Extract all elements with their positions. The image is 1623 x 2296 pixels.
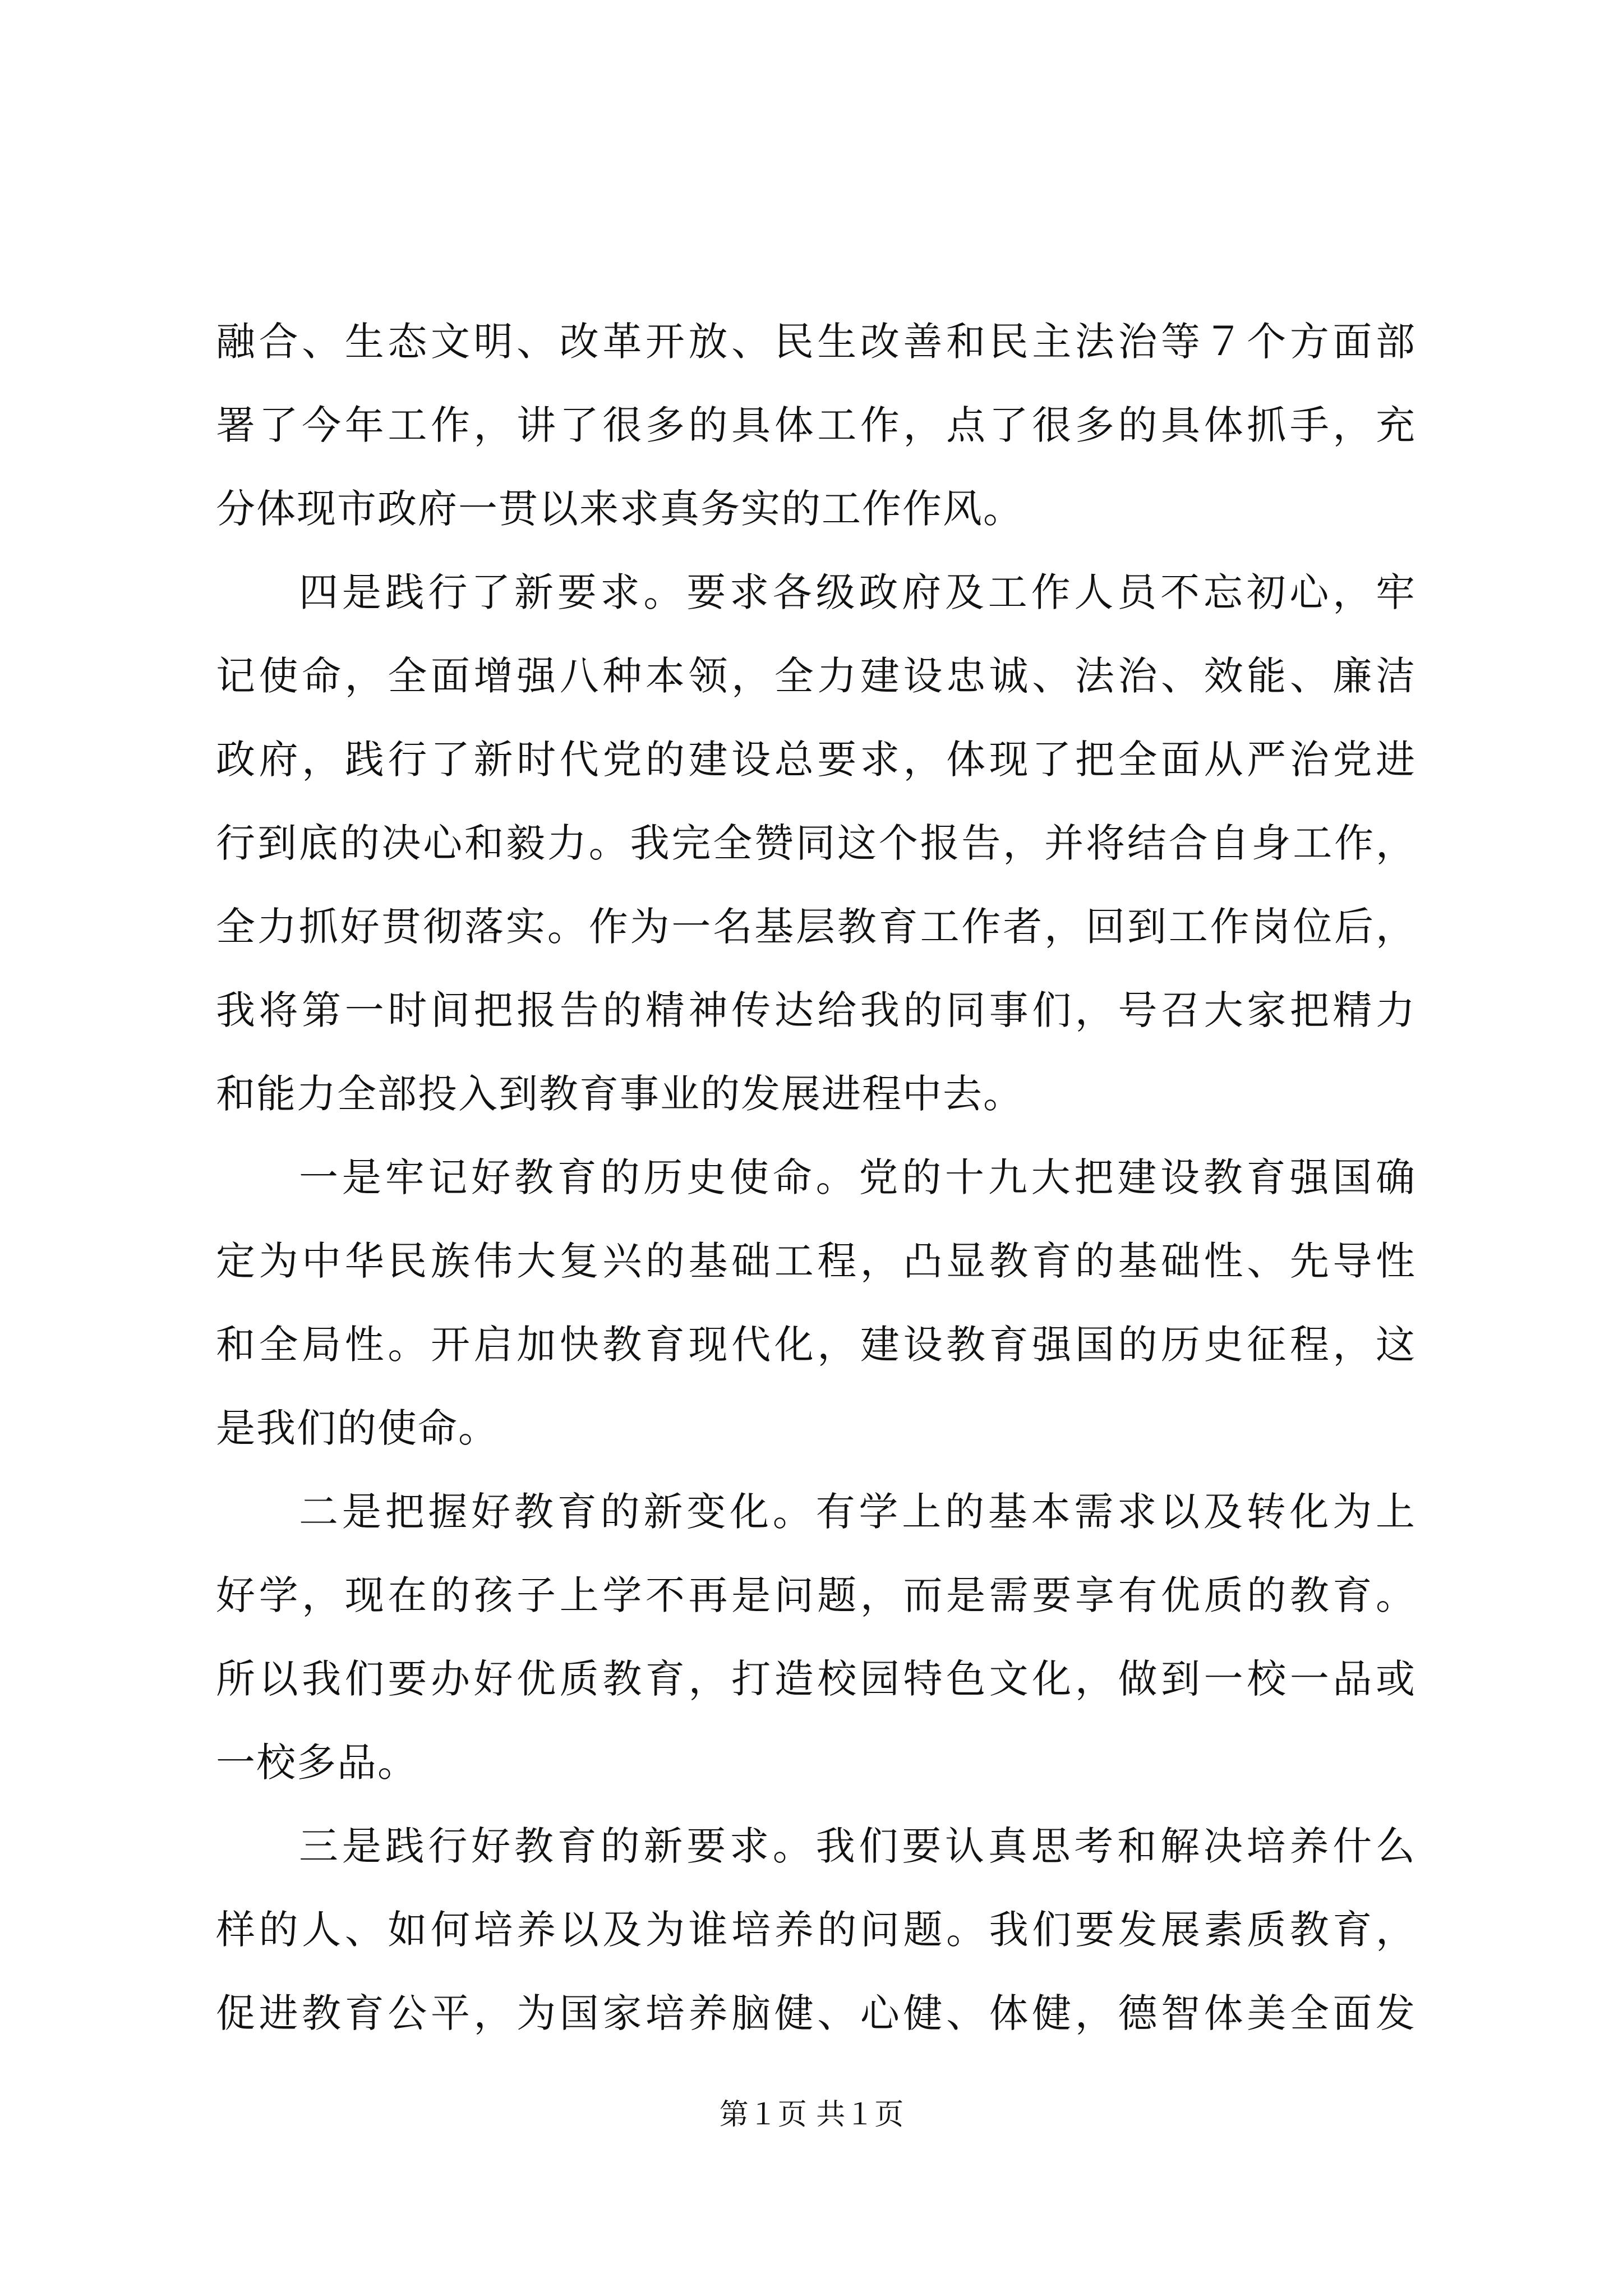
paragraph-line: 融合、生态文明、改革开放、民生改善和民主法治等７个方面部: [216, 319, 1416, 365]
paragraph-line: 全力抓好贯彻落实。作为一名基层教育工作者，回到工作岗位后，: [216, 904, 1416, 950]
paragraph-line: 二是把握好教育的新变化。有学上的基本需求以及转化为上: [299, 1489, 1416, 1535]
paragraph: [216, 1470, 1416, 1805]
document-body: [216, 300, 1416, 2055]
page-footer: 第１页 共１页: [719, 2098, 904, 2132]
paragraph-line: 所以我们要办好优质教育，打造校园特色文化，做到一校一品或: [216, 1656, 1416, 1702]
paragraph-line: 我将第一时间把报告的精神传达给我的同事们，号召大家把精力: [216, 987, 1416, 1033]
paragraph-line: 是我们的使命。: [216, 1405, 499, 1451]
paragraph: [216, 551, 1416, 1136]
paragraph-line: 行到底的决心和毅力。我完全赞同这个报告，并将结合自身工作，: [216, 820, 1416, 866]
paragraph-line: 政府，践行了新时代党的建设总要求，体现了把全面从严治党进: [216, 737, 1416, 783]
paragraph-line: 一校多品。: [216, 1740, 418, 1786]
paragraph-line: 和全局性。开启加快教育现代化，建设教育强国的历史征程，这: [216, 1322, 1416, 1368]
paragraph-line: 分体现市政府一贯以来求真务实的工作作风。: [216, 486, 1023, 532]
paragraph-line: 定为中华民族伟大复兴的基础工程，凸显教育的基础性、先导性: [216, 1238, 1416, 1284]
paragraph-line: 和能力全部投入到教育事业的发展进程中去。: [216, 1071, 1023, 1117]
paragraph-line: 样的人、如何培养以及为谁培养的问题。我们要发展素质教育，: [216, 1907, 1416, 1953]
paragraph: [216, 1805, 1416, 2055]
paragraph-line: 三是践行好教育的新要求。我们要认真思考和解决培养什么: [299, 1823, 1416, 1869]
paragraph-line: 一是牢记好教育的历史使命。党的十九大把建设教育强国确: [299, 1154, 1416, 1200]
paragraph-line: 记使命，全面增强八种本领，全力建设忠诚、法治、效能、廉洁: [216, 653, 1416, 699]
paragraph-line: 好学，现在的孩子上学不再是问题，而是需要享有优质的教育。: [216, 1572, 1416, 1618]
paragraph: [216, 300, 1416, 551]
paragraph-line: 四是践行了新要求。要求各级政府及工作人员不忘初心，牢: [299, 569, 1416, 615]
paragraph: [216, 1136, 1416, 1470]
paragraph-line: 署了今年工作，讲了很多的具体工作，点了很多的具体抓手，充: [216, 402, 1416, 448]
paragraph-line: 促进教育公平，为国家培养脑健、心健、体健，德智体美全面发: [216, 1990, 1416, 2036]
